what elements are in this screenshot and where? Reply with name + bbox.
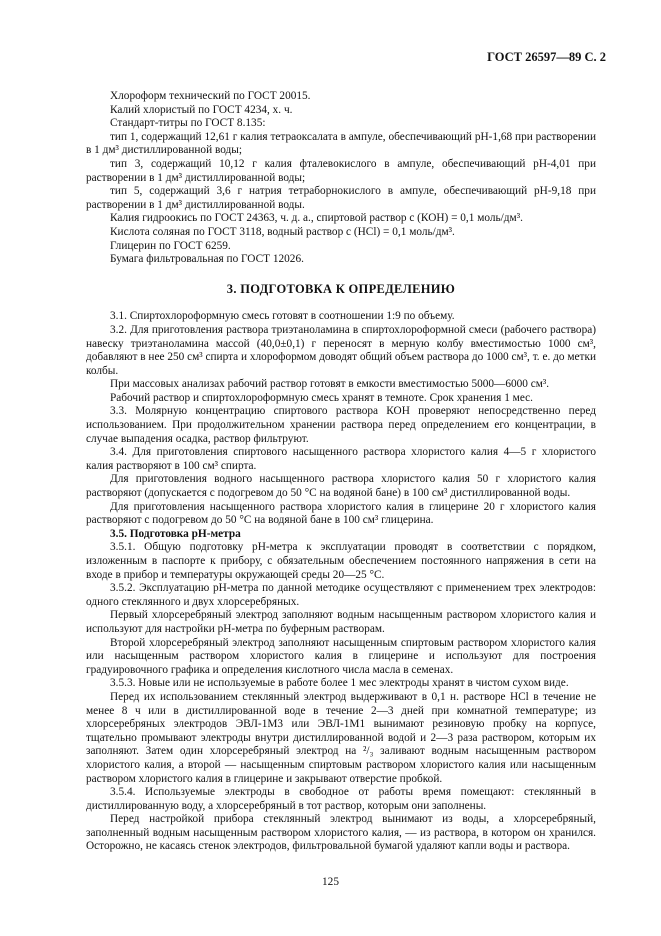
paragraph: 3.3. Молярную концентрацию спиртового раствора КОН проверяют непосредственно перед использованием. При продолжительном хранении раствора перед определением его концентрации, в случае выпадения осадка, раствор фильтруют. — [86, 405, 596, 445]
paragraph: 3.5.2. Эксплуатацию рН-метра по данной методике осуществляют с применением трех электродов: одного стеклянного и двух хлорсеребряных. — [86, 582, 596, 608]
subsection-title: 3.5. Подготовка рН-метра — [110, 527, 241, 540]
reagent-line: Калий хлористый по ГОСТ 4234, х. ч. — [110, 103, 293, 116]
reagent-line: Стандарт-титры по ГОСТ 8.135: — [110, 117, 266, 130]
section-title: 3. ПОДГОТОВКА К ОПРЕДЕЛЕНИЮ — [226, 281, 456, 296]
reagent-line: Глицерин по ГОСТ 6259. — [110, 239, 231, 252]
reagent-line: Хлороформ технический по ГОСТ 20015. — [110, 90, 311, 102]
paragraph: 3.5.1. Общую подготовку рН-метра к эксплуатации проводят в соответствии с порядком, изложенным в паспорте к прибору, с обязательным обеспечением постоянного напряжения в сети на входе в прибор и температуры окружающей среды 20—25 °С. — [86, 541, 596, 581]
reagent-line: Кислота соляная по ГОСТ 3118, водный раствор с (HCl) = 0,1 моль/дм³. — [110, 225, 455, 238]
paragraph: Для приготовления водного насыщенного раствора хлористого калия 50 г хлористого калия растворяют (допускается с подогревом до 50 °С на водяной бане) в 100 см³ дистиллированной воды. — [86, 473, 596, 500]
document-body — [86, 90, 596, 854]
paragraph: При массовых анализах рабочий раствор готовят в емкости вместимостью 5000—6000 см³. — [110, 378, 550, 391]
reagent-line: Бумага фильтровальная по ГОСТ 12026. — [110, 253, 304, 266]
paragraph: Рабочий раствор и спиртохлороформную смесь хранят в темноте. Срок хранения 1 мес. — [110, 391, 533, 404]
paragraph: 3.2. Для приготовления раствора триэтаноламина в спиртохлороформной смеси (рабочего раствора) навеску триэтаноламина массой (40,0±0,1) г переносят в мерную колбу вместимостью 1000 см³, добавляют в нее 250 см³ спирта и хлороформом доводят общий объем раствора до 1000 см³, т. е. до метки колбы. — [86, 323, 596, 377]
page-number: 125 — [322, 876, 339, 888]
paragraph: 3.1. Спиртохлороформную смесь готовят в соотношении 1:9 по объему. — [110, 310, 455, 323]
paragraph: Первый хлорсеребряный электрод заполняют водным насыщенным раствором хлористого калия и используют для настройки рН-метра по буферным растворам. — [86, 609, 596, 635]
paragraph: Перед настройкой прибора стеклянный электрод вынимают из воды, а хлорсеребряный, заполненный водным насыщенным раствором хлористого калия, — из раствора, в котором он хранился. Осторожно, не касаясь стенок электродов, фильтровальной бумагой удаляют капли воды и раствора. — [86, 813, 596, 853]
paragraph: 3.5.4. Используемые электроды в свободное от работы время помещают: стеклянный в дистиллированную воду, а хлорсеребряный в тот раствор, которым они заполнены. — [86, 786, 596, 812]
reagent-line: тип 5, содержащий 3,6 г натрия тетраборнокислого в ампуле, обеспечивающий рН-9,18 при растворении в 1 дм³ дистиллированной воды. — [86, 185, 596, 211]
reagent-line: тип 3, содержащий 10,12 г калия фталевокислого в ампуле, обеспечивающий рН-4,01 при растворении в 1 дм³ дистиллированной воды; — [86, 157, 596, 184]
reagent-line: Калия гидроокись по ГОСТ 24363, ч. д. а., спиртовой раствор с (КОН) = 0,1 моль/дм³. — [110, 212, 523, 225]
paragraph: Для приготовления насыщенного раствора хлористого калия в глицерине 20 г хлористого калия растворяют с подогревом до 50 °С на водяной бане в 100 см³ глицерина. — [86, 500, 596, 527]
paragraph: 3.4. Для приготовления спиртового насыщенного раствора хлористого калия 4—5 г хлористого калия растворяют в 100 см³ спирта. — [86, 446, 596, 472]
paragraph: Перед их использованием стеклянный электрод выдерживают в 0,1 н. растворе HCl в течение не менее 8 ч или в дистиллированной воде в течение 2—3 дней при комнатной температуре; из хлорсеребряных электродов ЭВЛ-1М3 или ЭВЛ-1М1 вынимают резиновую пробку на корпусе, тщательно промывают электроды внутри дистиллированной водой и 2—3 раза раствором, которым их заполняют. Затем один хлорсеребряный электрод на ²/₃ заливают водным насыщенным раствором хлористого калия, а второй — насыщенным спиртовым раствором хлористого калия или насыщенным раствором хлористого калия в глицерине и закрывают отверстие пробкой. — [86, 690, 596, 785]
paragraph: 3.5.3. Новые или не используемые в работе более 1 мес электроды хранят в чистом сухом виде. — [110, 677, 569, 690]
reagent-line: тип 1, содержащий 12,61 г калия тетраоксалата в ампуле, обеспечивающий рН-1,68 при растворении в 1 дм³ дистиллированной воды; — [86, 130, 596, 157]
paragraph: Второй хлорсеребряный электрод заполняют насыщенным спиртовым раствором хлористого калия или насыщенным раствором хлористого калия в глицерине и используют для построения градуировочного графика и определения кислотного числа масла в семенах. — [86, 636, 596, 676]
page-header: ГОСТ 26597—89 С. 2 — [487, 50, 606, 64]
